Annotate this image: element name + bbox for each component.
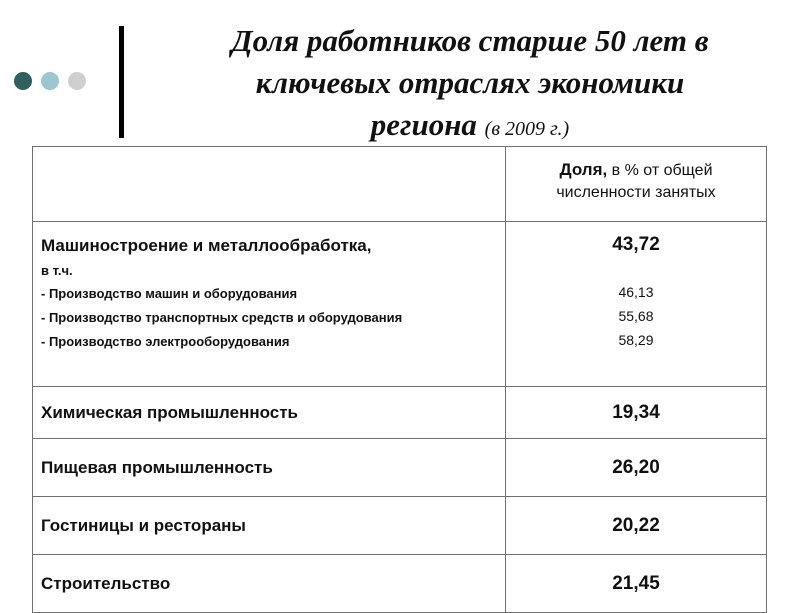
industry-name: Пищевая промышленность [33, 439, 506, 497]
header-share-bold: Доля, [559, 160, 608, 179]
table-row [33, 555, 767, 613]
header-left-cell [33, 147, 506, 222]
header-share-line2: численности занятых [556, 184, 716, 201]
title-line-1: Доля работников старше 50 лет в [231, 23, 709, 58]
industry-name: Гостиницы и рестораны [33, 497, 506, 555]
decorative-dots [14, 72, 86, 90]
table-header-row [33, 147, 767, 222]
table-row [33, 439, 767, 497]
title-accent-bar [119, 26, 124, 138]
dot-light-blue [41, 72, 59, 90]
title-line-2: ключевых отраслях экономики [255, 65, 685, 100]
industry-name: Строительство [33, 555, 506, 613]
industry-value: 21,45 [506, 555, 767, 613]
table-row [33, 497, 767, 555]
table-row [33, 222, 767, 387]
title-line-3-text: региона [370, 107, 477, 142]
industry-value: 26,20 [506, 439, 767, 497]
lead-value-cell [506, 222, 767, 387]
subitem-value: 58,29 [618, 332, 654, 348]
title-line-3 [140, 104, 800, 150]
table-row [33, 387, 767, 439]
lead-value: 43,72 [612, 234, 660, 255]
subitem-label: - Производство транспортных средств и оборудования [41, 310, 403, 325]
dot-grey [68, 72, 86, 90]
subitem-label: - Производство машин и оборудования [41, 286, 298, 301]
subitem-label: - Производство электрооборудования [41, 334, 290, 349]
data-table [32, 146, 767, 613]
industry-name: Химическая промышленность [33, 387, 506, 439]
lead-industry-name: Машиностроение и металлообработка, [41, 236, 372, 255]
industry-value: 20,22 [506, 497, 767, 555]
industry-value: 19,34 [506, 387, 767, 439]
subitem-value: 46,13 [618, 284, 654, 300]
header-share-rest: в % от общей [607, 162, 713, 179]
header-share-cell [506, 147, 767, 222]
dot-dark [14, 72, 32, 90]
subitem-value: 55,68 [618, 308, 654, 324]
lead-including-label: в т.ч. [41, 263, 73, 278]
slide-title [140, 20, 800, 150]
title-year-note: (в 2009 г.) [484, 118, 570, 140]
lead-name-cell [33, 222, 506, 387]
